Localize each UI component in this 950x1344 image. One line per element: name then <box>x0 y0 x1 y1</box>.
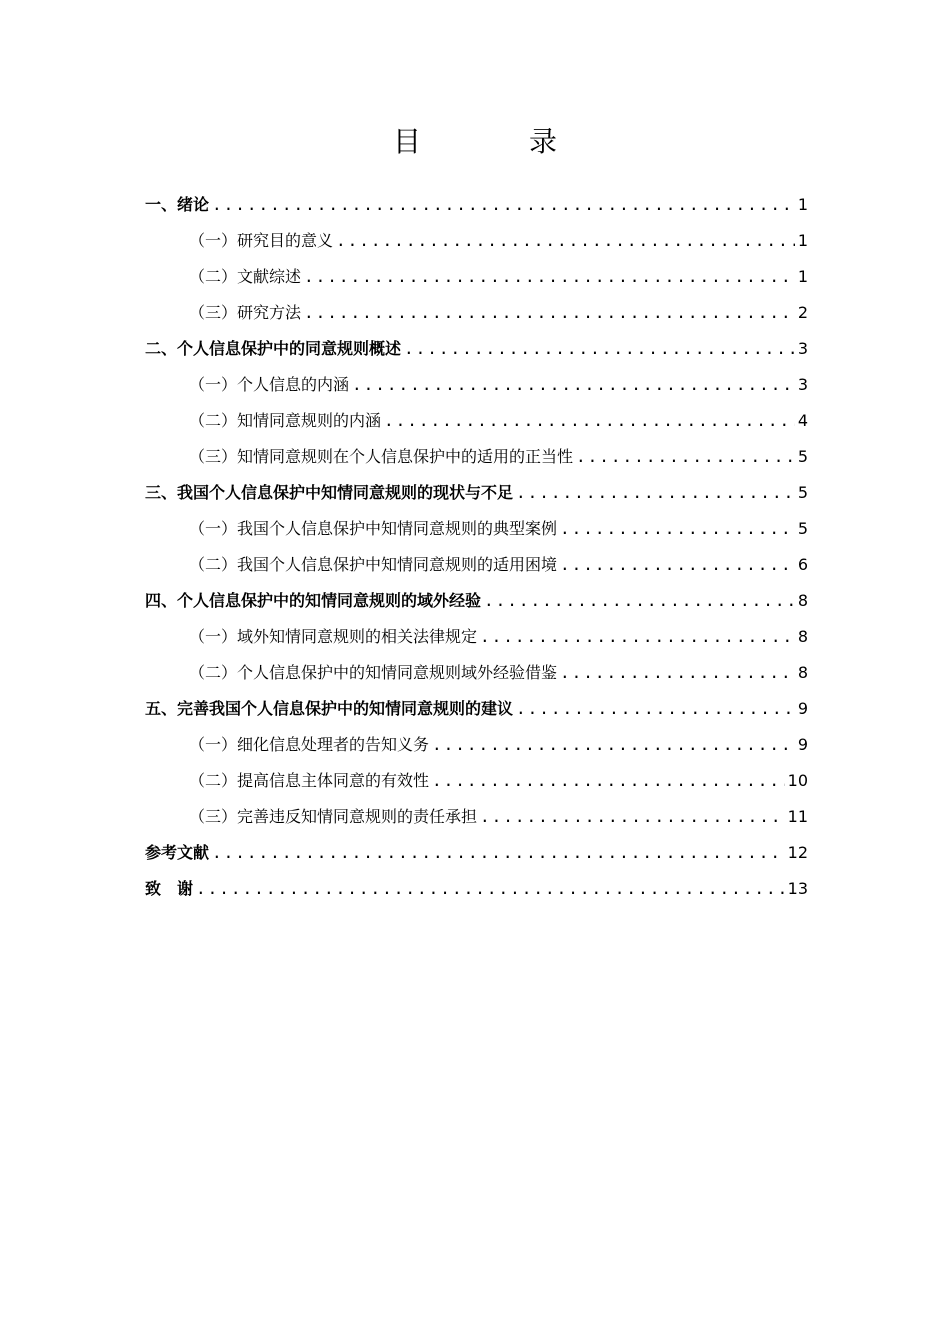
dot-leader <box>304 267 795 286</box>
toc-entry[interactable] <box>145 228 808 264</box>
toc-entry[interactable] <box>145 876 808 912</box>
toc-entry[interactable] <box>145 300 808 336</box>
toc-entry[interactable] <box>145 588 808 624</box>
toc-entry[interactable] <box>145 192 808 228</box>
dot-leader <box>196 879 785 898</box>
toc-entry[interactable] <box>145 552 808 588</box>
toc-page-number: 1 <box>797 195 808 214</box>
dot-leader <box>560 555 795 574</box>
toc-entry-text: （一）个人信息的内涵 <box>189 375 350 394</box>
toc-page-number: 5 <box>797 483 808 502</box>
dot-leader <box>384 411 795 430</box>
dot-leader <box>432 771 785 790</box>
toc-entry-text: （二）知情同意规则的内涵 <box>189 411 382 430</box>
toc-page-number: 1 <box>797 231 808 250</box>
toc-page-number: 12 <box>787 843 808 862</box>
dot-leader <box>212 195 795 214</box>
toc-entry-text: 参考文献 <box>145 843 210 862</box>
toc-entry-text: （三）研究方法 <box>189 303 302 322</box>
toc-entry-text: 五、完善我国个人信息保护中的知情同意规则的建议 <box>145 699 514 718</box>
toc-page-number: 4 <box>797 411 808 430</box>
dot-leader <box>576 447 795 466</box>
toc-entry[interactable] <box>145 660 808 696</box>
dot-leader <box>516 699 795 718</box>
toc-page-number: 6 <box>797 555 808 574</box>
toc-page-number: 11 <box>787 807 808 826</box>
toc-entry-text: （一）研究目的意义 <box>189 231 334 250</box>
toc-entry-text: （一）细化信息处理者的告知义务 <box>189 735 430 754</box>
toc-entry[interactable] <box>145 480 808 516</box>
toc-entry[interactable] <box>145 696 808 732</box>
toc-entry[interactable] <box>145 264 808 300</box>
toc-page-number: 8 <box>797 627 808 646</box>
dot-leader <box>484 591 795 610</box>
dot-leader <box>336 231 795 250</box>
toc-entry-text: （二）个人信息保护中的知情同意规则域外经验借鉴 <box>189 663 558 682</box>
toc-page-number: 3 <box>797 375 808 394</box>
toc-page-number: 10 <box>787 771 808 790</box>
toc-page-number: 5 <box>797 447 808 466</box>
dot-leader <box>212 843 785 862</box>
dot-leader <box>352 375 795 394</box>
toc-entry-text: （三）知情同意规则在个人信息保护中的适用的正当性 <box>189 447 574 466</box>
toc-entry-text: 二、个人信息保护中的同意规则概述 <box>145 339 402 358</box>
dot-leader <box>404 339 795 358</box>
toc-entry-text: （二）文献综述 <box>189 267 302 286</box>
toc-entry[interactable] <box>145 336 808 372</box>
toc-page-number: 9 <box>797 735 808 754</box>
toc-entry-text: （三）完善违反知情同意规则的责任承担 <box>189 807 478 826</box>
dot-leader <box>516 483 795 502</box>
toc-entry-text: （二）我国个人信息保护中知情同意规则的适用困境 <box>189 555 558 574</box>
toc-entry[interactable] <box>145 444 808 480</box>
toc-page-number: 9 <box>797 699 808 718</box>
toc-entry[interactable] <box>145 624 808 660</box>
toc-page-number: 8 <box>797 591 808 610</box>
toc-entry-text: 三、我国个人信息保护中知情同意规则的现状与不足 <box>145 483 514 502</box>
toc-entry[interactable] <box>145 408 808 444</box>
toc-entry[interactable] <box>145 516 808 552</box>
toc-entry-text: 致 谢 <box>145 879 194 898</box>
toc-entry[interactable] <box>145 732 808 768</box>
dot-leader <box>480 807 785 826</box>
dot-leader <box>560 519 795 538</box>
toc-entry-text: （一）域外知情同意规则的相关法律规定 <box>189 627 478 646</box>
dot-leader <box>560 663 795 682</box>
toc-entry-text: 一、绪论 <box>145 195 210 214</box>
toc-page-number: 2 <box>797 303 808 322</box>
toc-entry[interactable] <box>145 768 808 804</box>
toc-entry-text: （一）我国个人信息保护中知情同意规则的典型案例 <box>189 519 558 538</box>
toc-entry[interactable] <box>145 840 808 876</box>
toc-title: 目 录 <box>392 125 597 158</box>
toc-page-number: 13 <box>787 879 808 898</box>
toc-entry-text: （二）提高信息主体同意的有效性 <box>189 771 430 790</box>
toc-entry[interactable] <box>145 372 808 408</box>
dot-leader <box>432 735 795 754</box>
toc-page-number: 1 <box>797 267 808 286</box>
toc-entry[interactable] <box>145 804 808 840</box>
toc-page-number: 3 <box>797 339 808 358</box>
dot-leader <box>304 303 795 322</box>
dot-leader <box>480 627 795 646</box>
toc-page-number: 8 <box>797 663 808 682</box>
toc-entry-text: 四、个人信息保护中的知情同意规则的域外经验 <box>145 591 482 610</box>
table-of-contents <box>145 192 808 912</box>
toc-page-number: 5 <box>797 519 808 538</box>
